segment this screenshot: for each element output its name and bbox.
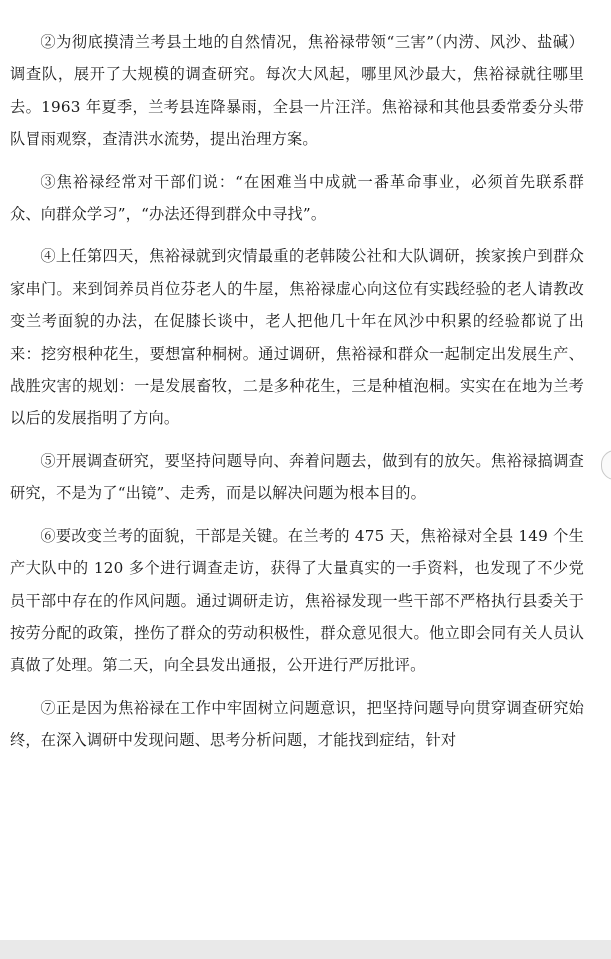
paragraph-6: ⑥要改变兰考的面貌，干部是关键。在兰考的 475 天，焦裕禄对全县 149 个生产大队中的 120 多个进行调查走访，获得了大量真实的一手资料，也发现了不少党员干部中存在的作风问题。通过调研走访，焦裕禄发现一些干部不严格执行县委关于按劳分配的政策，挫伤了群众的劳动积极性，群众意见很大。他立即会同有关人员认真做了处理。第二天，向全县发出通报，公开进行严厉批评。	[10, 526, 584, 675]
article-body	[10, 0, 584, 767]
side-scroll-handle[interactable]	[601, 450, 611, 480]
paragraph-7: ⑦正是因为焦裕禄在工作中牢固树立问题意识，把坚持问题导向贯穿调查研究始终，在深入调研中发现问题、思考分析问题，才能找到症结，针对	[10, 698, 584, 750]
paragraph-5: ⑤开展调查研究，要坚持问题导向、奔着问题去，做到有的放矢。焦裕禄搞调查研究，不是为了“出镜”、走秀，而是以解决问题为根本目的。	[10, 451, 584, 503]
paragraph-3: ③焦裕禄经常对干部们说：“在困难当中成就一番革命事业，必须首先联系群众、向群众学习”，“办法还得到群众中寻找”。	[10, 172, 584, 224]
paragraph-2: ②为彻底摸清兰考县土地的自然情况，焦裕禄带领“三害”（内涝、风沙、盐碱）调查队，展开了大规模的调查研究。每次大风起，哪里风沙最大，焦裕禄就往哪里去。1963 年夏季，兰考县连降暴雨，全县一片汪洋。焦裕禄和其他县委常委分头带队冒雨观察，查清洪水流势，提出治理方案。	[10, 33, 584, 149]
bottom-scrollbar-track[interactable]	[0, 940, 611, 959]
paragraph-4: ④上任第四天，焦裕禄就到灾情最重的老韩陵公社和大队调研，挨家挨户到群众家串门。来到饲养员肖位芬老人的牛屋，焦裕禄虚心向这位有实践经验的老人请教改变兰考面貌的办法，在促膝长谈中，老人把他几十年在风沙中积累的经验都说了出来：挖穷根种花生，要想富种桐树。通过调研，焦裕禄和群众一起制定出发展生产、战胜灾害的规划：一是发展畜牧，二是多种花生，三是种植泡桐。实实在在地为兰考以后的发展指明了方向。	[10, 247, 584, 428]
